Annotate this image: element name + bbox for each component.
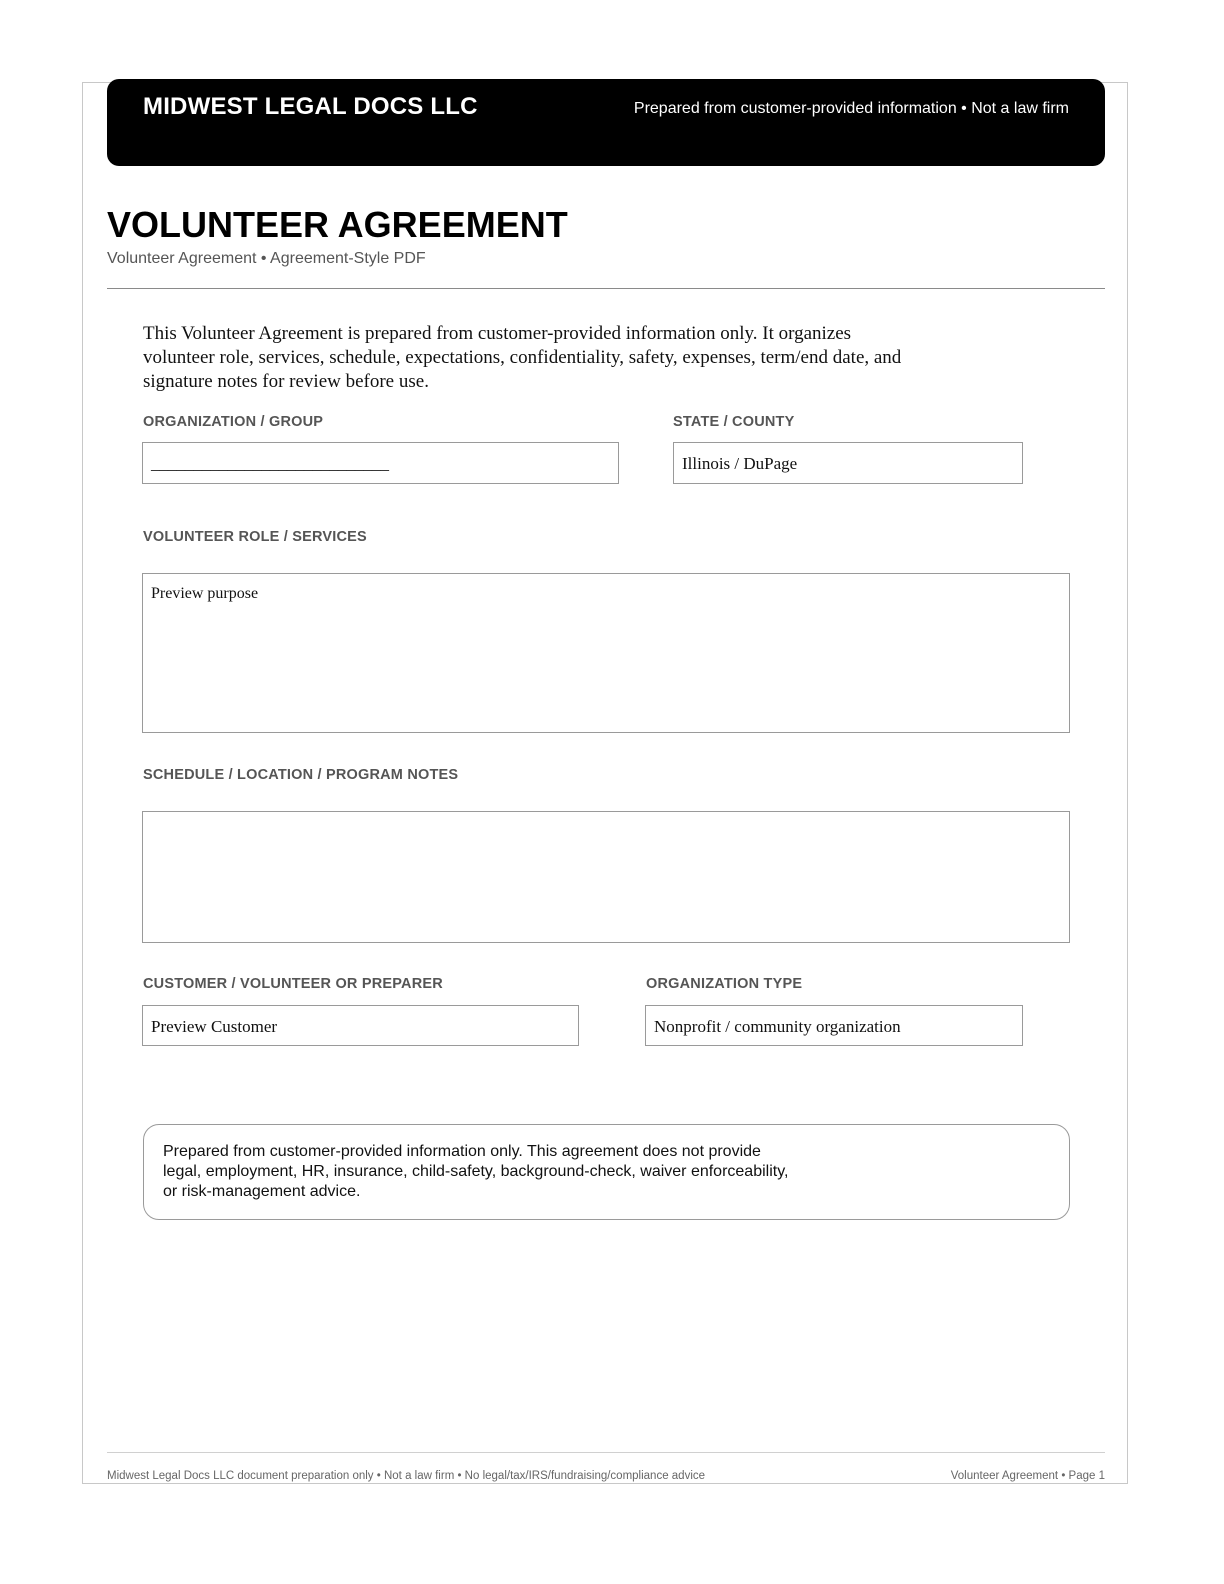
header-disclaimer: Prepared from customer-provided information • Not a law firm bbox=[633, 100, 1069, 117]
document-subtitle: Volunteer Agreement • Agreement-Style PDF bbox=[107, 250, 426, 267]
schedule-label: SCHEDULE / LOCATION / PROGRAM NOTES bbox=[143, 767, 459, 783]
role-services-label: VOLUNTEER ROLE / SERVICES bbox=[143, 529, 367, 545]
disclaimer-notice bbox=[143, 1124, 1070, 1220]
footer-page-number: Volunteer Agreement • Page 1 bbox=[950, 1470, 1105, 1482]
organization-label: ORGANIZATION / GROUP bbox=[143, 414, 324, 430]
disclaimer-text: Prepared from customer-provided information only. This agreement does not provide legal, employment, HR, insurance, child-safety, background-check, waiver enforceability, or risk-management advice. bbox=[163, 1143, 789, 1200]
state-county-label: STATE / COUNTY bbox=[673, 414, 795, 430]
organization-value: ____________________________ bbox=[151, 454, 389, 473]
footer-disclaimer: Midwest Legal Docs LLC document preparation only • Not a law firm • No legal/tax/IRS/fundraising/compliance advice bbox=[107, 1470, 706, 1482]
footer-divider bbox=[107, 1452, 1105, 1453]
org-type-value: Nonprofit / community organization bbox=[654, 1017, 901, 1036]
customer-label: CUSTOMER / VOLUNTEER OR PREPARER bbox=[143, 976, 443, 992]
document-title: VOLUNTEER AGREEMENT bbox=[107, 204, 568, 245]
organization-field[interactable] bbox=[142, 442, 619, 484]
role-services-field[interactable] bbox=[142, 573, 1070, 733]
role-services-value: Preview purpose bbox=[151, 585, 259, 602]
schedule-field[interactable] bbox=[142, 811, 1070, 943]
state-county-field[interactable] bbox=[673, 442, 1023, 484]
page-frame bbox=[82, 82, 1128, 1484]
org-type-label: ORGANIZATION TYPE bbox=[646, 976, 803, 992]
title-divider bbox=[107, 288, 1105, 289]
customer-value: Preview Customer bbox=[151, 1017, 278, 1036]
header-banner bbox=[107, 79, 1105, 166]
org-type-field[interactable] bbox=[645, 1005, 1023, 1046]
customer-field[interactable] bbox=[142, 1005, 579, 1046]
state-county-value: Illinois / DuPage bbox=[682, 454, 798, 473]
intro-paragraph: This Volunteer Agreement is prepared from customer-provided information only. It organizes volunteer role, services, schedule, expectations, confidentiality, safety, expenses, term/end date, and signature notes for review before use. bbox=[143, 323, 902, 392]
brand-name: MIDWEST LEGAL DOCS LLC bbox=[143, 93, 478, 120]
